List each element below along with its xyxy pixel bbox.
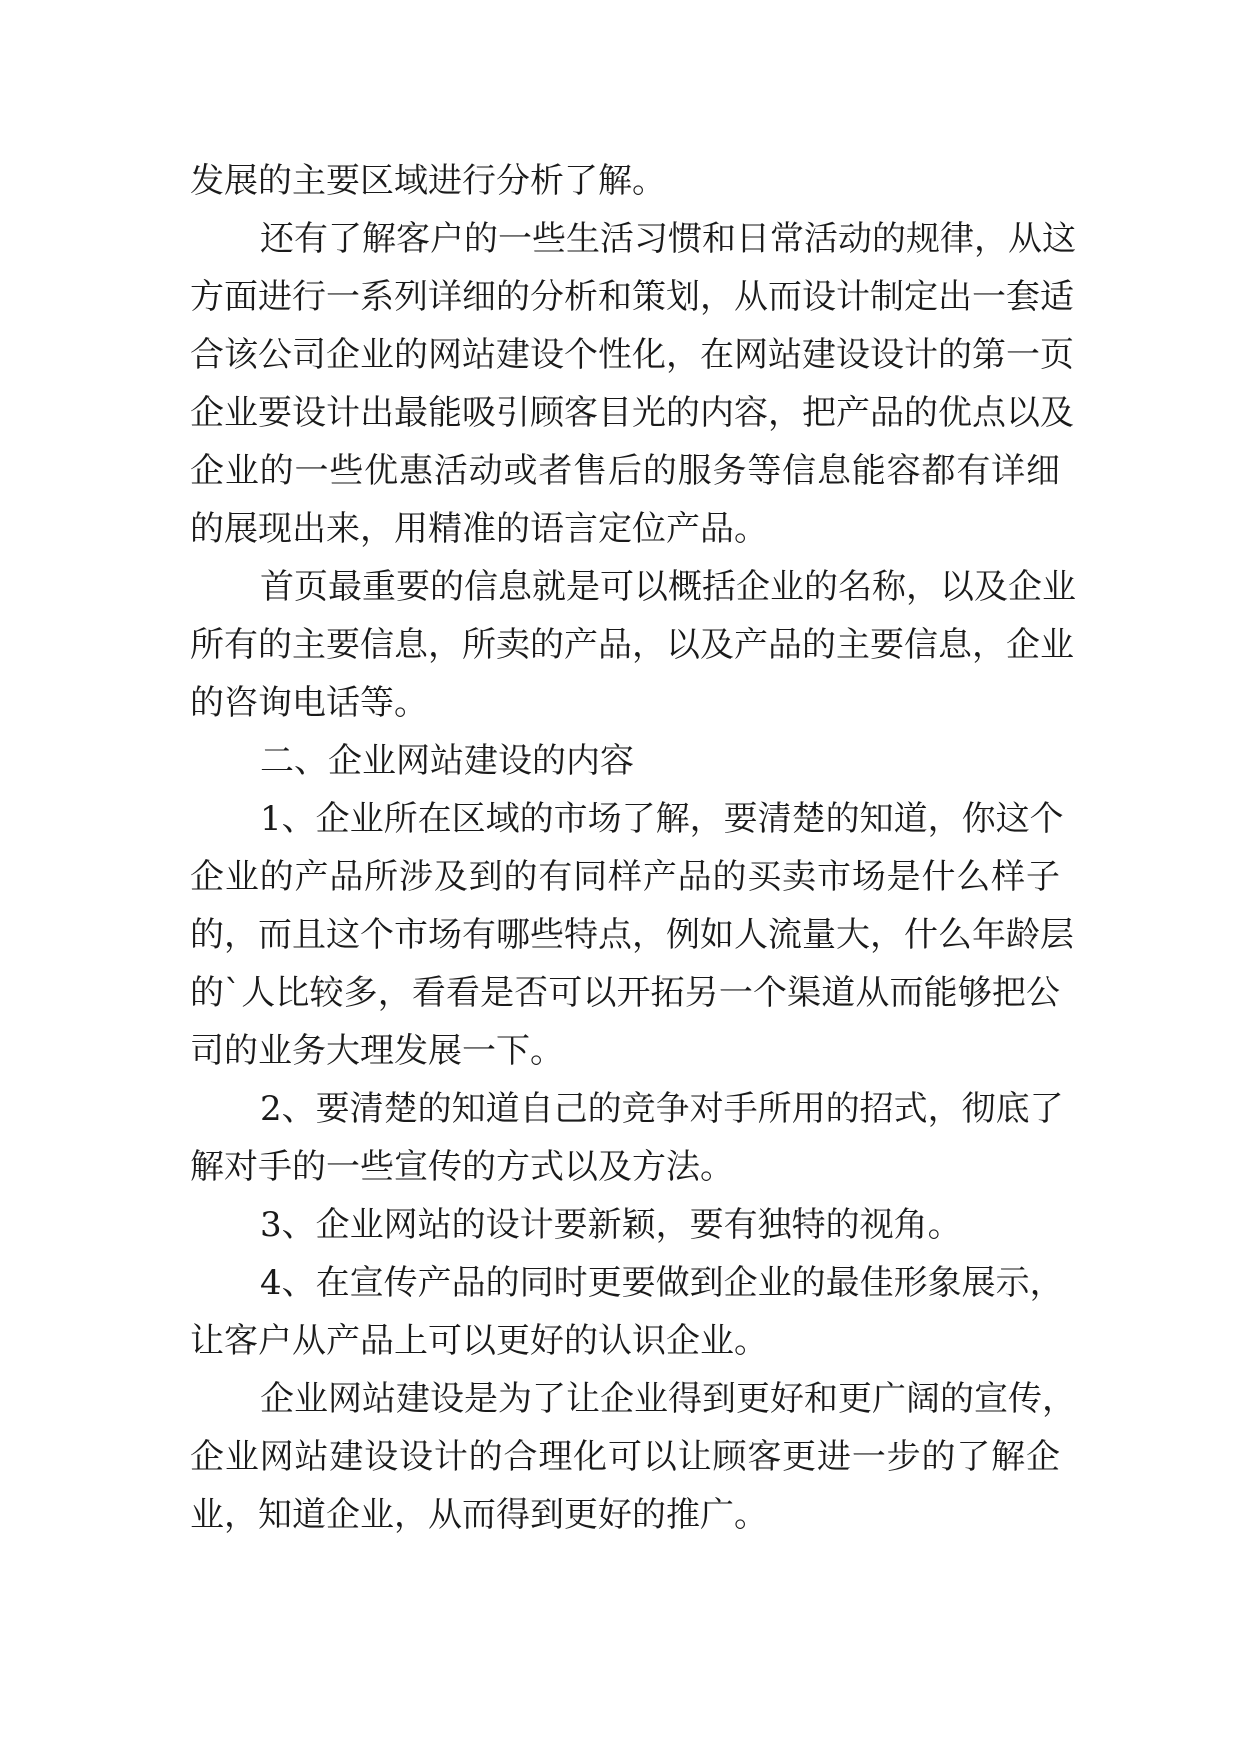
text-line: 企业网站建设是为了让企业得到更好和更广阔的宣传， (260, 1379, 1076, 1419)
text-line: 的展现出来，用精准的语言定位产品。 (190, 509, 768, 549)
text-line: 企业网站建设设计的合理化可以让顾客更进一步的了解企 (190, 1437, 1060, 1477)
text-line: 企业的产品所涉及到的有同样产品的买卖市场是什么样子 (190, 857, 1060, 897)
text-line: 的咨询电话等。 (190, 683, 428, 723)
text-line: 司的业务大理发展一下。 (190, 1031, 564, 1071)
text-line: 解对手的一些宣传的方式以及方法。 (190, 1147, 734, 1187)
text-line: 合该公司企业的网站建设个性化，在网站建设设计的第一页 (190, 335, 1074, 375)
body-text (190, 152, 1076, 1544)
text-line: 方面进行一系列详细的分析和策划，从而设计制定出一套适 (190, 277, 1074, 317)
text-line: 3、企业网站的设计要新颖，要有独特的视角。 (260, 1205, 962, 1245)
text-line: 让客户从产品上可以更好的认识企业。 (190, 1321, 768, 1361)
text-line: 所有的主要信息，所卖的产品，以及产品的主要信息，企业 (190, 625, 1074, 665)
text-line: 企业的一些优惠活动或者售后的服务等信息能容都有详细 (190, 451, 1060, 491)
text-line: 发展的主要区域进行分析了解。 (190, 161, 666, 201)
text-line: 1、企业所在区域的市场了解，要清楚的知道，你这个 (260, 799, 1064, 839)
text-line: 4、在宣传产品的同时更要做到企业的最佳形象展示， (260, 1263, 1064, 1303)
text-line: 2、要清楚的知道自己的竞争对手所用的招式，彻底了 (260, 1089, 1064, 1129)
section-heading: 二、企业网站建设的内容 (260, 741, 634, 781)
text-line: 业，知道企业，从而得到更好的推广。 (190, 1495, 768, 1535)
text-line: 的，而且这个市场有哪些特点，例如人流量大，什么年龄层 (190, 915, 1074, 955)
text-line: 还有了解客户的一些生活习惯和日常活动的规律，从这 (260, 219, 1076, 259)
text-line: 的`人比较多，看看是否可以开拓另一个渠道从而能够把公 (190, 973, 1060, 1013)
text-line: 企业要设计出最能吸引顾客目光的内容，把产品的优点以及 (190, 393, 1074, 433)
text-line: 首页最重要的信息就是可以概括企业的名称，以及企业 (260, 567, 1076, 607)
